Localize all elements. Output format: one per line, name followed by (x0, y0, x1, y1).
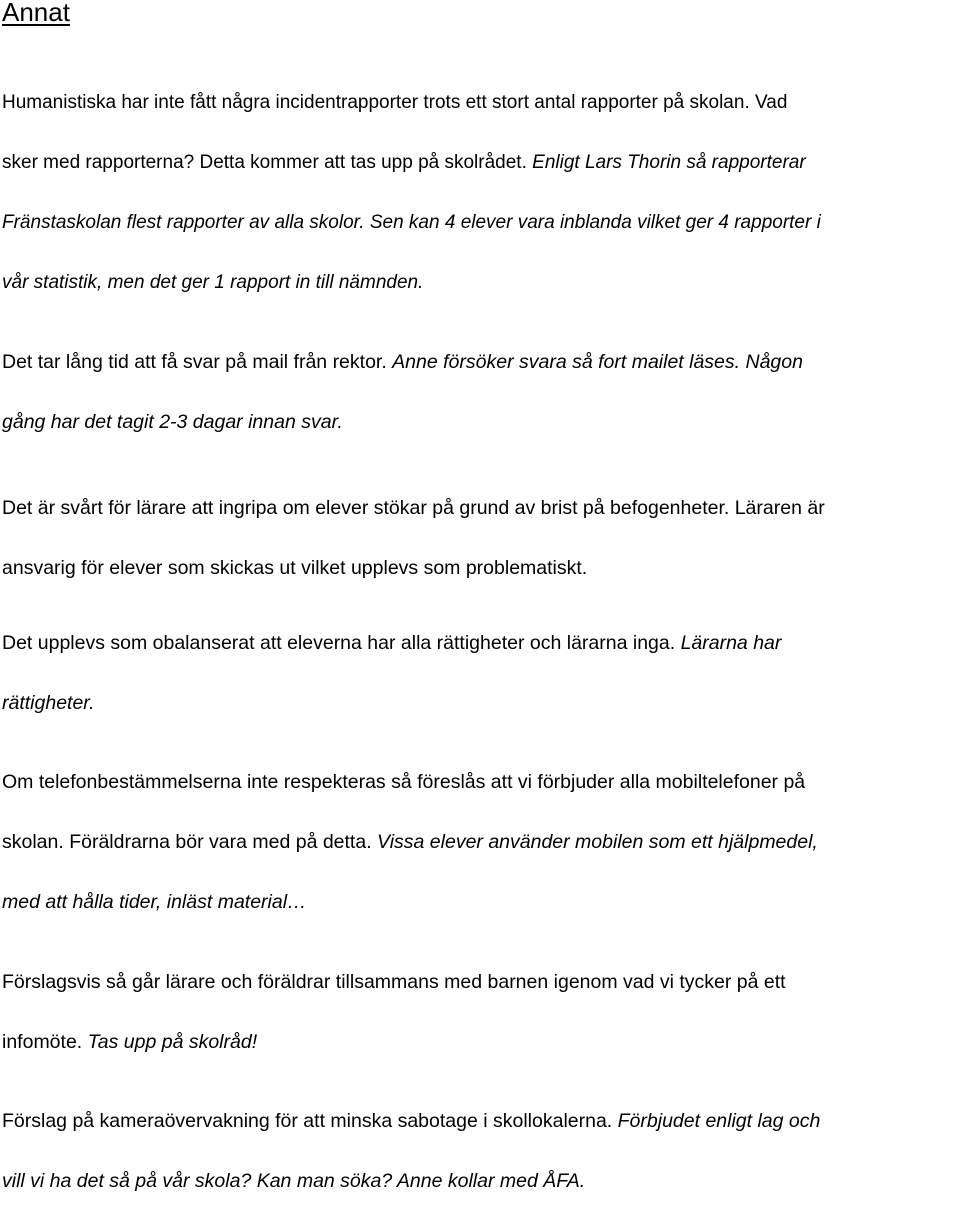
paragraph-incident-reports (2, 73, 958, 313)
text-line (2, 1012, 958, 1072)
paragraph-phone-rules (2, 752, 958, 932)
text-run: Förslag på kameraövervakning för att minska sabotage i skollokalerna. (2, 1110, 618, 1132)
text-run: ansvarig för elever som skickas ut vilket upplevs som problematiskt. (2, 557, 588, 579)
italic-text-run: gång har det tagit 2-3 dagar innan svar. (2, 411, 343, 433)
italic-text-run: vår statistik, men det ger 1 rapport in till nämnden. (2, 272, 424, 293)
text-run: infomöte. (2, 1031, 88, 1053)
text-line (2, 812, 958, 872)
italic-text-run: Förbjudet enligt lag och (617, 1110, 821, 1132)
text-run: Förslagsvis så går lärare och föräldrar tillsammans med barnen igenom vad vi tycker på ett (2, 971, 786, 993)
text-line (2, 1151, 958, 1211)
italic-text-run: Tas upp på skolråd! (87, 1031, 258, 1053)
section-heading: Annat (2, 0, 70, 27)
text-run: Det är svårt för lärare att ingripa om elever stökar på grund av brist på befogenheter. Läraren är (2, 497, 825, 519)
text-line (2, 133, 958, 193)
text-run: skolan. Föräldrarna bör vara med på detta. (2, 831, 378, 853)
text-run: Humanistiska har inte fått några incidentrapporter trots ett stort antal rapporter på skolan. Vad (2, 92, 788, 113)
text-run: Det tar lång tid att få svar på mail från rektor. (2, 351, 393, 373)
italic-text-run: med att hålla tider, inläst material… (2, 891, 307, 913)
paragraph-rights-balance (2, 613, 958, 733)
text-line (2, 392, 958, 452)
italic-text-run: Enligt Lars Thorin så rapporterar (532, 152, 806, 173)
italic-text-run: Fränstaskolan flest rapporter av alla skolor. Sen kan 4 elever vara inblanda vilket ger 4 rapporter i (2, 212, 821, 233)
paragraph-parent-meeting (2, 952, 958, 1072)
text-run: sker med rapporterna? Detta kommer att tas upp på skolrådet. (2, 152, 533, 173)
paragraph-camera-surveillance (2, 1091, 958, 1211)
text-line (2, 73, 958, 133)
italic-text-run: rättigheter. (2, 692, 95, 714)
italic-text-run: Anne försöker svara så fort mailet läses. Någon (392, 351, 803, 373)
text-line (2, 253, 958, 313)
paragraph-teacher-authority (2, 478, 958, 598)
text-line (2, 538, 958, 598)
italic-text-run: Vissa elever använder mobilen som ett hjälpmedel, (377, 831, 818, 853)
text-line (2, 613, 958, 673)
text-line (2, 193, 958, 253)
italic-text-run: Lärarna har (680, 632, 782, 654)
paragraph-mail-response (2, 332, 958, 452)
text-line (2, 872, 958, 932)
text-line (2, 952, 958, 1012)
text-line (2, 1091, 958, 1151)
text-line (2, 673, 958, 733)
text-run: Om telefonbestämmelserna inte respekteras så föreslås att vi förbjuder alla mobiltelefoner på (2, 771, 806, 793)
text-line (2, 332, 958, 392)
text-line (2, 752, 958, 812)
italic-text-run: vill vi ha det så på vår skola? Kan man söka? Anne kollar med ÅFA. (2, 1170, 586, 1192)
text-line (2, 478, 958, 538)
text-run: Det upplevs som obalanserat att eleverna har alla rättigheter och lärarna inga. (2, 632, 681, 654)
